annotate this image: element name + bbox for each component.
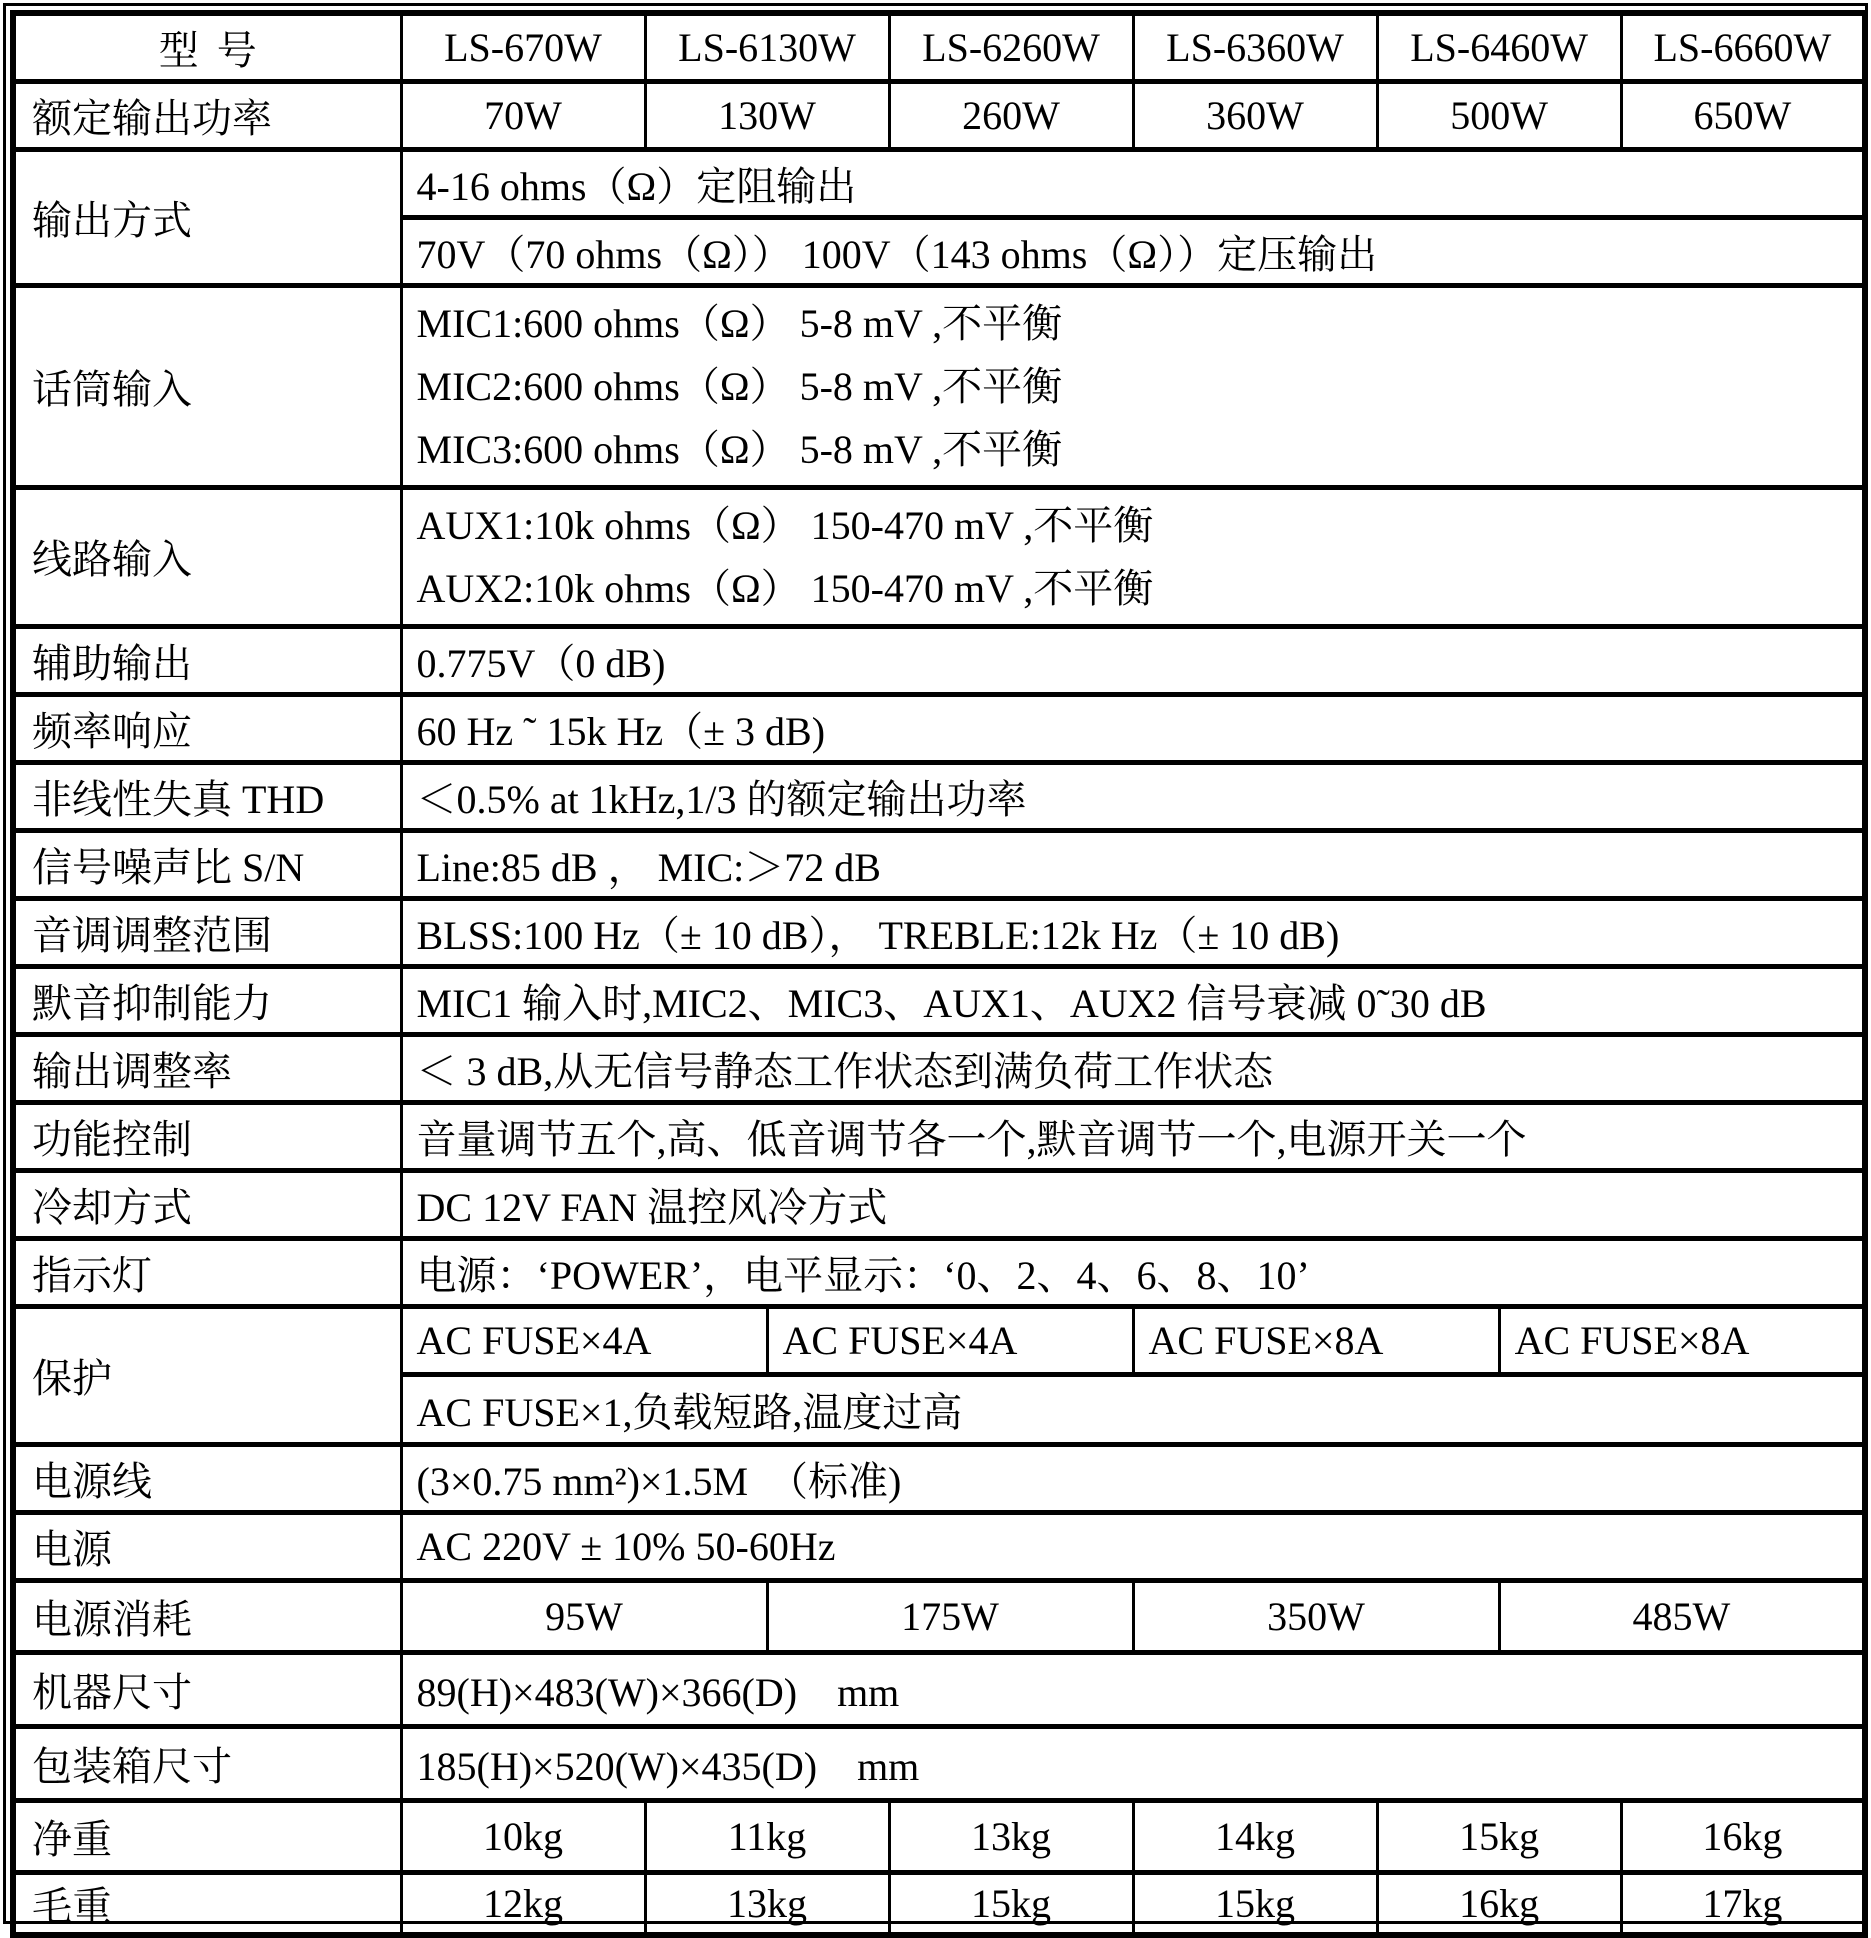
gross-weight-cell: 17kg	[1621, 1872, 1865, 1935]
freq-response-value: 60 Hz ˜ 15k Hz（± 3 dB)	[401, 694, 1865, 762]
row-unit-size	[13, 1652, 1865, 1726]
row-label-aux-output: 辅助输出	[13, 626, 401, 694]
mic2-spec: MIC2:600 ohms（Ω） 5-8 mV ,不平衡	[416, 363, 1063, 409]
rated-power-cell: 130W	[645, 81, 889, 149]
unit-size-value: 89(H)×483(W)×366(D) mm	[401, 1652, 1865, 1726]
net-weight-cell: 13kg	[889, 1800, 1133, 1872]
row-label-net-weight: 净重	[13, 1800, 401, 1872]
aux2-spec: AUX2:10k ohms（Ω） 150-470 mV ,不平衡	[416, 565, 1154, 611]
mic1-spec: MIC1:600 ohms（Ω） 5-8 mV ,不平衡	[416, 300, 1063, 346]
row-protection	[13, 1306, 1865, 1374]
mic-input-cell	[401, 285, 1865, 487]
row-mic-input	[13, 285, 1865, 487]
row-label-unit-size: 机器尺寸	[13, 1652, 401, 1726]
net-weight-cell: 14kg	[1133, 1800, 1377, 1872]
gross-weight-cell: 12kg	[401, 1872, 645, 1935]
protection-fuse-cell: AC FUSE×4A	[401, 1306, 767, 1374]
mute-suppression-value: MIC1 输入时,MIC2、MIC3、AUX1、AUX2 信号衰减 0˜30 dB	[401, 966, 1865, 1034]
row-label-rated-power: 额定输出功率	[13, 81, 401, 149]
function-controls-value: 音量调节五个,高、低音调节各一个,默音调节一个,电源开关一个	[401, 1102, 1865, 1170]
row-label-mute-suppression: 默音抑制能力	[13, 966, 401, 1034]
spec-table	[10, 10, 1868, 1938]
row-label-thd: 非线性失真 THD	[13, 762, 401, 830]
row-label-output-mode: 输出方式	[13, 149, 401, 285]
row-snr	[13, 830, 1865, 898]
power-consumption-cell: 175W	[767, 1580, 1133, 1652]
power-consumption-cell: 95W	[401, 1580, 767, 1652]
power-cord-value: (3×0.75 mm²)×1.5M （标准)	[401, 1444, 1865, 1512]
row-freq-response	[13, 694, 1865, 762]
row-label-package-size: 包装箱尺寸	[13, 1726, 401, 1800]
snr-value: Line:85 dB ， MIC:＞72 dB	[401, 830, 1865, 898]
gross-weight-cell: 15kg	[889, 1872, 1133, 1935]
row-label-power-consumption: 电源消耗	[13, 1580, 401, 1652]
row-label-protection: 保护	[13, 1306, 401, 1444]
aux-output-value: 0.775V（0 dB)	[401, 626, 1865, 694]
power-consumption-cell: 485W	[1499, 1580, 1865, 1652]
row-line-input	[13, 487, 1865, 626]
thd-value: ＜0.5% at 1kHz,1/3 的额定输出功率	[401, 762, 1865, 830]
net-weight-cell: 16kg	[1621, 1800, 1865, 1872]
row-label-function-controls: 功能控制	[13, 1102, 401, 1170]
row-model	[13, 13, 1865, 81]
row-label-output-regulation: 输出调整率	[13, 1034, 401, 1102]
model-cell: LS-6130W	[645, 13, 889, 81]
model-cell: LS-6460W	[1377, 13, 1621, 81]
output-mode-line1: 4-16 ohms（Ω）定阻输出	[401, 149, 1865, 217]
gross-weight-cell: 13kg	[645, 1872, 889, 1935]
row-package-size	[13, 1726, 1865, 1800]
mic3-spec: MIC3:600 ohms（Ω） 5-8 mV ,不平衡	[416, 426, 1063, 472]
line-input-cell	[401, 487, 1865, 626]
table-outer-frame	[3, 3, 1868, 1929]
aux1-spec: AUX1:10k ohms（Ω） 150-470 mV ,不平衡	[416, 502, 1154, 548]
row-thd	[13, 762, 1865, 830]
cooling-value: DC 12V FAN 温控风冷方式	[401, 1170, 1865, 1238]
gross-weight-cell: 16kg	[1377, 1872, 1621, 1935]
protection-fuse-cell: AC FUSE×8A	[1499, 1306, 1865, 1374]
row-power-supply	[13, 1512, 1865, 1580]
row-mute-suppression	[13, 966, 1865, 1034]
output-regulation-value: ＜ 3 dB,从无信号静态工作状态到满负荷工作状态	[401, 1034, 1865, 1102]
row-tone-range	[13, 898, 1865, 966]
row-label-indicators: 指示灯	[13, 1238, 401, 1306]
row-rated-power	[13, 81, 1865, 149]
output-mode-line2: 70V（70 ohms（Ω）） 100V（143 ohms（Ω））定压输出	[401, 217, 1865, 285]
power-consumption-cell: 350W	[1133, 1580, 1499, 1652]
row-label-freq-response: 频率响应	[13, 694, 401, 762]
row-cooling	[13, 1170, 1865, 1238]
rated-power-cell: 650W	[1621, 81, 1865, 149]
row-label-mic-input: 话筒输入	[13, 285, 401, 487]
net-weight-cell: 10kg	[401, 1800, 645, 1872]
model-cell: LS-6360W	[1133, 13, 1377, 81]
rated-power-cell: 260W	[889, 81, 1133, 149]
row-label-tone-range: 音调调整范围	[13, 898, 401, 966]
model-cell: LS-6660W	[1621, 13, 1865, 81]
power-supply-value: AC 220V ± 10% 50-60Hz	[401, 1512, 1865, 1580]
row-function-controls	[13, 1102, 1865, 1170]
rated-power-cell: 500W	[1377, 81, 1621, 149]
rated-power-cell: 360W	[1133, 81, 1377, 149]
gross-weight-cell: 15kg	[1133, 1872, 1377, 1935]
row-indicators	[13, 1238, 1865, 1306]
protection-fuse-cell: AC FUSE×4A	[767, 1306, 1133, 1374]
row-gross-weight	[13, 1872, 1865, 1935]
protection-fuse-cell: AC FUSE×8A	[1133, 1306, 1499, 1374]
rated-power-cell: 70W	[401, 81, 645, 149]
row-label-snr: 信号噪声比 S/N	[13, 830, 401, 898]
row-label-model: 型号	[13, 13, 401, 81]
net-weight-cell: 15kg	[1377, 1800, 1621, 1872]
row-aux-output	[13, 626, 1865, 694]
row-net-weight	[13, 1800, 1865, 1872]
row-label-cooling: 冷却方式	[13, 1170, 401, 1238]
row-power-consumption	[13, 1580, 1865, 1652]
indicators-value: 电源：‘POWER’，电平显示：‘0、2、4、6、8、10’	[401, 1238, 1865, 1306]
row-power-cord	[13, 1444, 1865, 1512]
model-cell: LS-6260W	[889, 13, 1133, 81]
row-label-gross-weight: 毛重	[13, 1872, 401, 1935]
row-output-regulation	[13, 1034, 1865, 1102]
protection-line2: AC FUSE×1,负载短路,温度过高	[401, 1374, 1865, 1444]
package-size-value: 185(H)×520(W)×435(D) mm	[401, 1726, 1865, 1800]
row-label-line-input: 线路输入	[13, 487, 401, 626]
row-label-power-supply: 电源	[13, 1512, 401, 1580]
tone-range-value: BLSS:100 Hz（± 10 dB）， TREBLE:12k Hz（± 10 dB)	[401, 898, 1865, 966]
net-weight-cell: 11kg	[645, 1800, 889, 1872]
row-label-power-cord: 电源线	[13, 1444, 401, 1512]
row-output-mode	[13, 149, 1865, 217]
model-cell: LS-670W	[401, 13, 645, 81]
